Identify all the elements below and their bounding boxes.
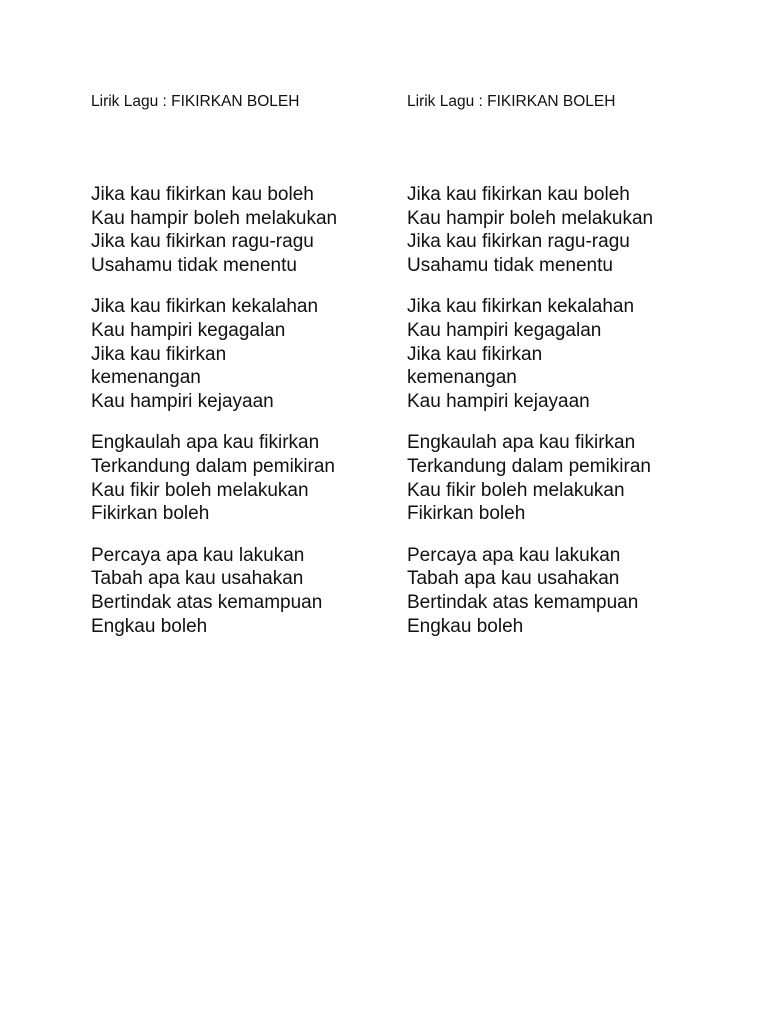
lyric-line: Fikirkan boleh — [91, 503, 210, 525]
lyric-line: Jika kau fikirkan kau boleh — [91, 184, 314, 205]
lyrics-title: Lirik Lagu : FIKIRKAN BOLEH — [91, 93, 300, 110]
lyric-line: Jika kau fikirkan kekalahan — [407, 296, 635, 318]
stanza-4 — [407, 544, 707, 638]
lyric-line: Engkau boleh — [407, 615, 524, 637]
lyric-line: Kau hampir boleh melakukan — [407, 207, 654, 229]
stanza-1 — [91, 183, 391, 277]
lyric-line: Usahamu tidak menentu — [407, 254, 613, 276]
lyric-line: Kau hampiri kegagalan — [407, 319, 602, 341]
lyric-line: Kau hampiri kegagalan — [91, 319, 286, 341]
lyric-line: Bertindak atas kemampuan — [91, 591, 323, 613]
lyric-line: Fikirkan boleh — [407, 503, 526, 525]
lyric-line: Engkau boleh — [91, 615, 208, 637]
lyric-line: kemenangan — [91, 367, 201, 389]
lyric-line: Kau hampir boleh melakukan — [91, 207, 338, 229]
lyrics-column-right — [407, 92, 707, 656]
lyric-line: Terkandung dalam pemikiran — [91, 455, 335, 477]
stanza-3 — [91, 431, 391, 525]
lyric-line: Kau fikir boleh melakukan — [407, 479, 625, 501]
lyric-line: Engkaulah apa kau fikirkan — [91, 432, 320, 454]
lyric-line: Jika kau fikirkan — [91, 343, 227, 365]
stanza-2 — [91, 295, 391, 413]
stanza-1 — [407, 183, 707, 277]
lyric-line: Jika kau fikirkan ragu-ragu — [407, 231, 630, 253]
lyric-line: Percaya apa kau lakukan — [407, 544, 621, 566]
stanza-4 — [91, 544, 391, 638]
lyric-line: Bertindak atas kemampuan — [407, 591, 639, 613]
lyric-line: Usahamu tidak menentu — [91, 254, 297, 276]
stanza-list — [407, 183, 707, 638]
lyric-line: Kau hampiri kejayaan — [91, 390, 274, 412]
stanza-list — [91, 183, 391, 638]
lyrics-title: Lirik Lagu : FIKIRKAN BOLEH — [407, 93, 616, 110]
lyric-line: Terkandung dalam pemikiran — [407, 455, 651, 477]
lyric-line: Jika kau fikirkan — [407, 343, 543, 365]
lyric-line: Kau fikir boleh melakukan — [91, 479, 309, 501]
lyric-line: Engkaulah apa kau fikirkan — [407, 432, 636, 454]
lyric-line: kemenangan — [407, 367, 517, 389]
stanza-3 — [407, 431, 707, 525]
lyric-line: Tabah apa kau usahakan — [91, 568, 304, 590]
lyric-line: Jika kau fikirkan ragu-ragu — [91, 231, 314, 253]
lyric-line: Jika kau fikirkan kau boleh — [407, 184, 630, 205]
lyrics-column-left — [91, 92, 391, 656]
lyric-line: Jika kau fikirkan kekalahan — [91, 296, 319, 318]
lyric-line: Kau hampiri kejayaan — [407, 390, 590, 412]
lyric-line: Percaya apa kau lakukan — [91, 544, 305, 566]
lyric-line: Tabah apa kau usahakan — [407, 568, 620, 590]
stanza-2 — [407, 295, 707, 413]
